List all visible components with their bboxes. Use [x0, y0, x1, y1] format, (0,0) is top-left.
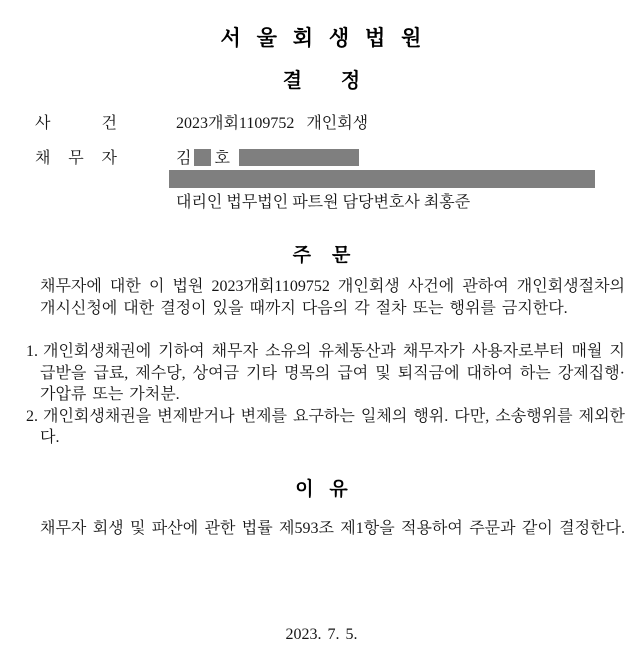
case-number: 2023개회1109752 개인회생: [176, 115, 369, 132]
prohibited-item-2: [26, 406, 625, 449]
prohibited-acts-list: [26, 341, 625, 449]
item-number: 1.: [26, 343, 38, 360]
debtor-label: [35, 145, 117, 168]
debtor-name: [176, 145, 359, 168]
case-label-char: 건: [101, 115, 117, 132]
case-label-char: 사: [35, 115, 51, 132]
item-number: 2.: [26, 407, 38, 425]
attorney-line: 대리인 법무법인 파트원 담당변호사 최홍준: [176, 194, 471, 211]
debtor-row: [35, 145, 635, 167]
debtor-label-char: 채: [35, 150, 51, 167]
prohibited-item-1: [26, 341, 625, 406]
redaction-box-name-middle: [194, 149, 211, 166]
decision-date: 2023. 7. 5.: [285, 626, 358, 643]
item-text: 개인회생채권을 변제받거나 변제를 요구하는 일체의 행위. 다만, 소송행위를 제외한다.: [40, 407, 625, 446]
iyu-section-heading: 이 유: [295, 479, 348, 500]
debtor-name-prefix: 김: [176, 150, 192, 167]
iyu-paragraph: 채무자 회생 및 파산에 관한 법률 제593조 제1항을 적용하여 주문과 같이 결정한다.: [40, 520, 625, 537]
debtor-label-char: 자: [101, 150, 117, 167]
court-title: 서 울 회 생 법 원: [220, 27, 423, 50]
item-text: 개인회생채권에 기하여 채무자 소유의 유체동산과 채무자가 사용자로부터 매월 지급받을 급료, 제수당, 상여금 기타 명목의 급여 및 퇴직금에 대하여 하는 강제집행·가압류 또는 가처분.: [40, 343, 625, 403]
jumun-paragraph: 채무자에 대한 이 법원 2023개회1109752 개인회생 사건에 관하여 개인회생절차의 개시신청에 대한 결정이 있을 때까지 다음의 각 절차 또는 행위를 금지한다.: [40, 278, 625, 317]
redaction-box-address: [169, 170, 595, 188]
debtor-label-char: 무: [68, 150, 84, 167]
debtor-name-suffix: 호: [214, 150, 230, 167]
document-type-title: 결 정: [282, 70, 361, 92]
case-row: [35, 110, 635, 132]
case-label: [35, 110, 117, 133]
redaction-box-name-right: [239, 149, 359, 166]
jumun-section-heading: 주 문: [292, 245, 351, 266]
